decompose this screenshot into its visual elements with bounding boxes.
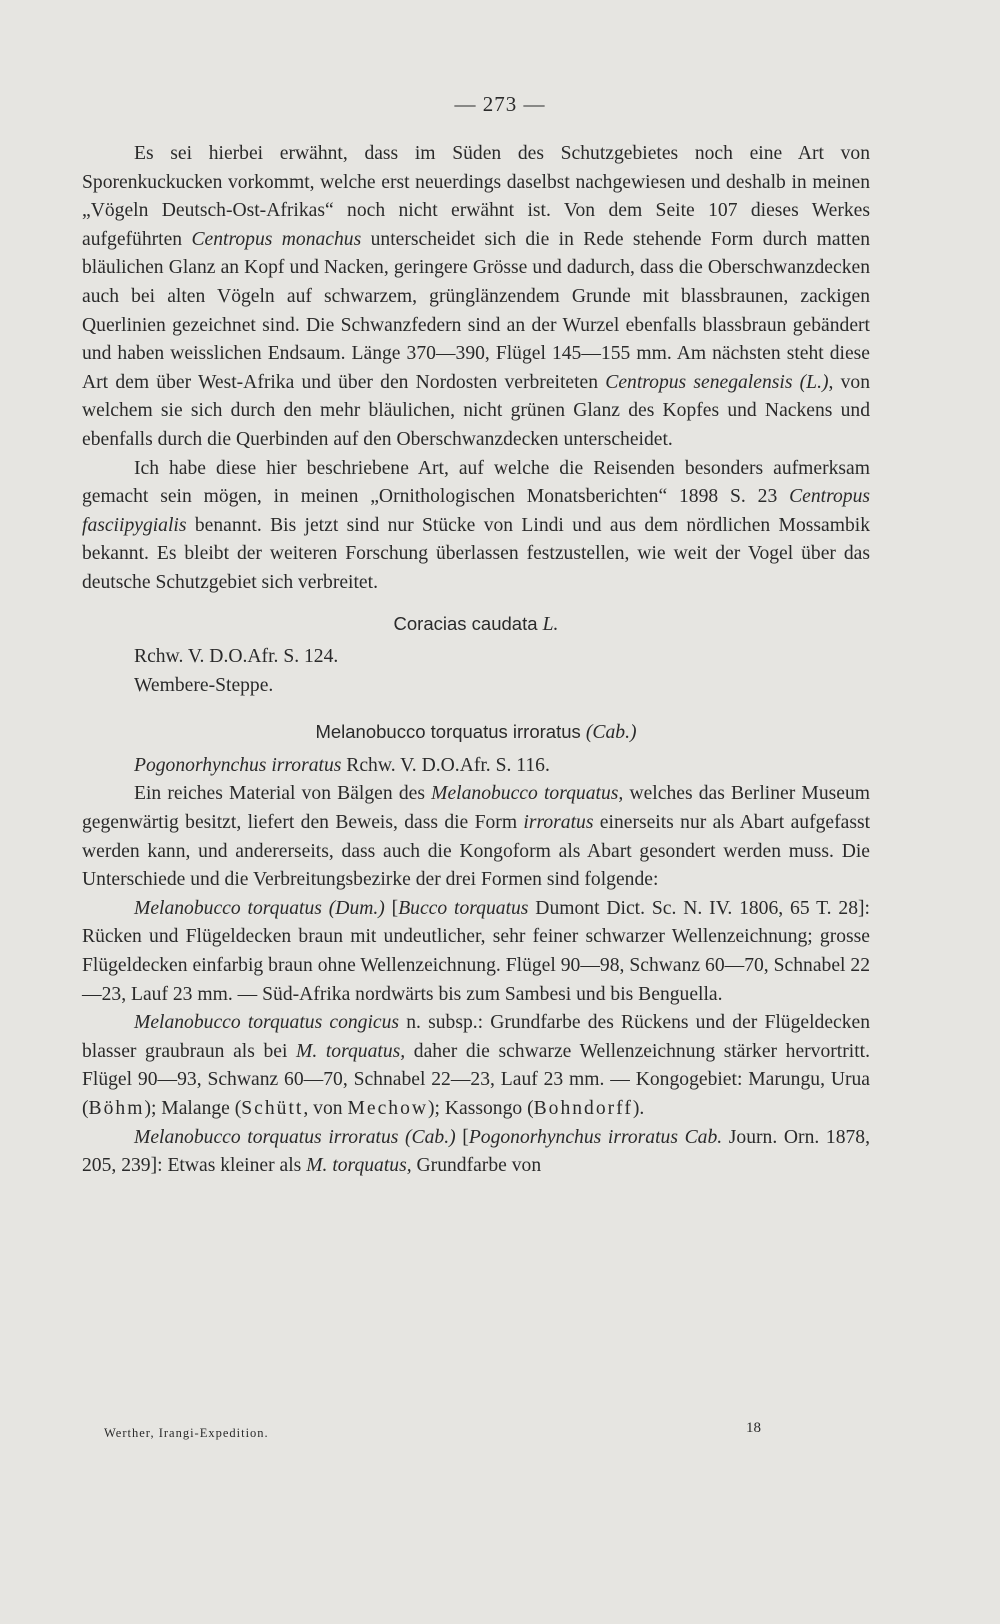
paragraph: Ein reiches Material von Bälgen des Melanobucco torquatus, welches das Berliner Museum gegenwärtig besitzt, liefert den Beweis, dass die Form irroratus einerseits nur als Abart aufgefasst werden kann, und andererseits, dass auch die Kongoform als Abart gesondert werden muss. Die Unterschiede und die Verbreitungsbezirke der drei Formen sind folgende: bbox=[82, 783, 871, 891]
page-number: — 273 — bbox=[454, 92, 546, 116]
paragraph: Melanobucco torquatus congicus n. subsp.: Grundfarbe des Rückens und der Flügeldecken blasser graubraun als bei M. torquatus, daher die schwarze Wellenzeichnung stärker hervortritt. Flügel 90—93, Schwanz 60—70, Schnabel 22—23, Lauf 23 mm. — Kongogebiet: Marungu, Urua (Böhm); Malange (Schütt, von Mechow); Kassongo (Bohndorff). bbox=[82, 1012, 871, 1119]
locality-line: Wembere-Steppe. bbox=[134, 674, 274, 696]
synonym-line: Pogonorhynchus irroratus Rchw. V. D.O.Afr. S. 116. bbox=[134, 754, 550, 776]
section-heading-melanobucco: Melanobucco torquatus irroratus (Cab.) bbox=[315, 721, 637, 744]
paragraph: Es sei hierbei erwähnt, dass im Süden des Schutzgebietes noch eine Art von Sporenkuckucken vorkommt, welche erst neuerdings daselbst nachgewiesen und deshalb in meinen „Vögeln Deutsch-Ost-Afrikas“ noch nicht erwähnt ist. Von dem Seite 107 dieses Werkes aufgeführten Centropus monachus unterscheidet sich die in Rede stehende Form durch matten bläulichen Glanz an Kopf und Nacken, geringere Grösse und dadurch, dass die Oberschwanzdecken auch bei alten Vögeln auf schwarzem, grünglänzendem Grunde mit blassbraunen, zackigen Querlinien gezeichnet sind. Die Schwanzfedern sind an der Wurzel ebenfalls blassbraun gebändert und haben weisslichen Endsaum. Länge 370—390, Flügel 145—155 mm. Am nächsten steht diese Art dem über West-Afrika und über den Nordosten verbreiteten Centropus senegalensis (L.), von welchem sie sich durch den mehr bläulichen, nicht grünen Glanz des Kopfes und Nackens und ebenfalls durch die Querbinden auf den Oberschwanzdecken unterscheidet. bbox=[82, 143, 871, 450]
paragraph: Melanobucco torquatus (Dum.) [Bucco torquatus Dumont Dict. Sc. N. IV. 1806, 65 T. 28]: Rücken und Flügeldecken braun mit undeutlicher, sehr feiner schwarzer Wellenzeichnung; grosse Flügeldecken einfarbig braun ohne Wellenzeichnung. Flügel 90—98, Schwanz 60—70, Schnabel 22—23, Lauf 23 mm. — Süd-Afrika nordwärts bis zum Sambesi und bis Benguella. bbox=[82, 897, 870, 1005]
body-text bbox=[82, 140, 870, 1181]
species-name: Centropus fasciipygialis bbox=[82, 486, 870, 536]
species-name: Centropus monachus bbox=[191, 228, 362, 250]
footer-title: Werther, Irangi-Expedition. bbox=[104, 1426, 269, 1440]
signature-mark: 18 bbox=[746, 1420, 761, 1436]
species-name: Centropus senegalensis (L.) bbox=[605, 371, 829, 393]
paragraph: Ich habe diese hier beschriebene Art, auf welche die Reisenden besonders aufmerksam gemacht sein mögen, in meinen „Ornithologischen Monatsberichten“ 1898 S. 23 Centropus fasciipygialis benannt. Bis jetzt sind nur Stücke von Lindi und aus dem nördlichen Mossambik bekannt. Es bleibt der weiteren Forschung überlassen festzustellen, wie weit der Vogel über das deutsche Schutzgebiet sich verbreitet. bbox=[82, 457, 870, 593]
reference-line: Rchw. V. D.O.Afr. S. 124. bbox=[134, 646, 339, 668]
paragraph: Melanobucco torquatus irroratus (Cab.) [Pogonorhynchus irroratus Cab. Journ. Orn. 1878, 205, 239]: Etwas kleiner als M. torquatus, Grundfarbe von bbox=[82, 1126, 870, 1177]
section-heading-coracias: Coracias caudata L. bbox=[393, 612, 559, 635]
footer bbox=[104, 1420, 764, 1441]
